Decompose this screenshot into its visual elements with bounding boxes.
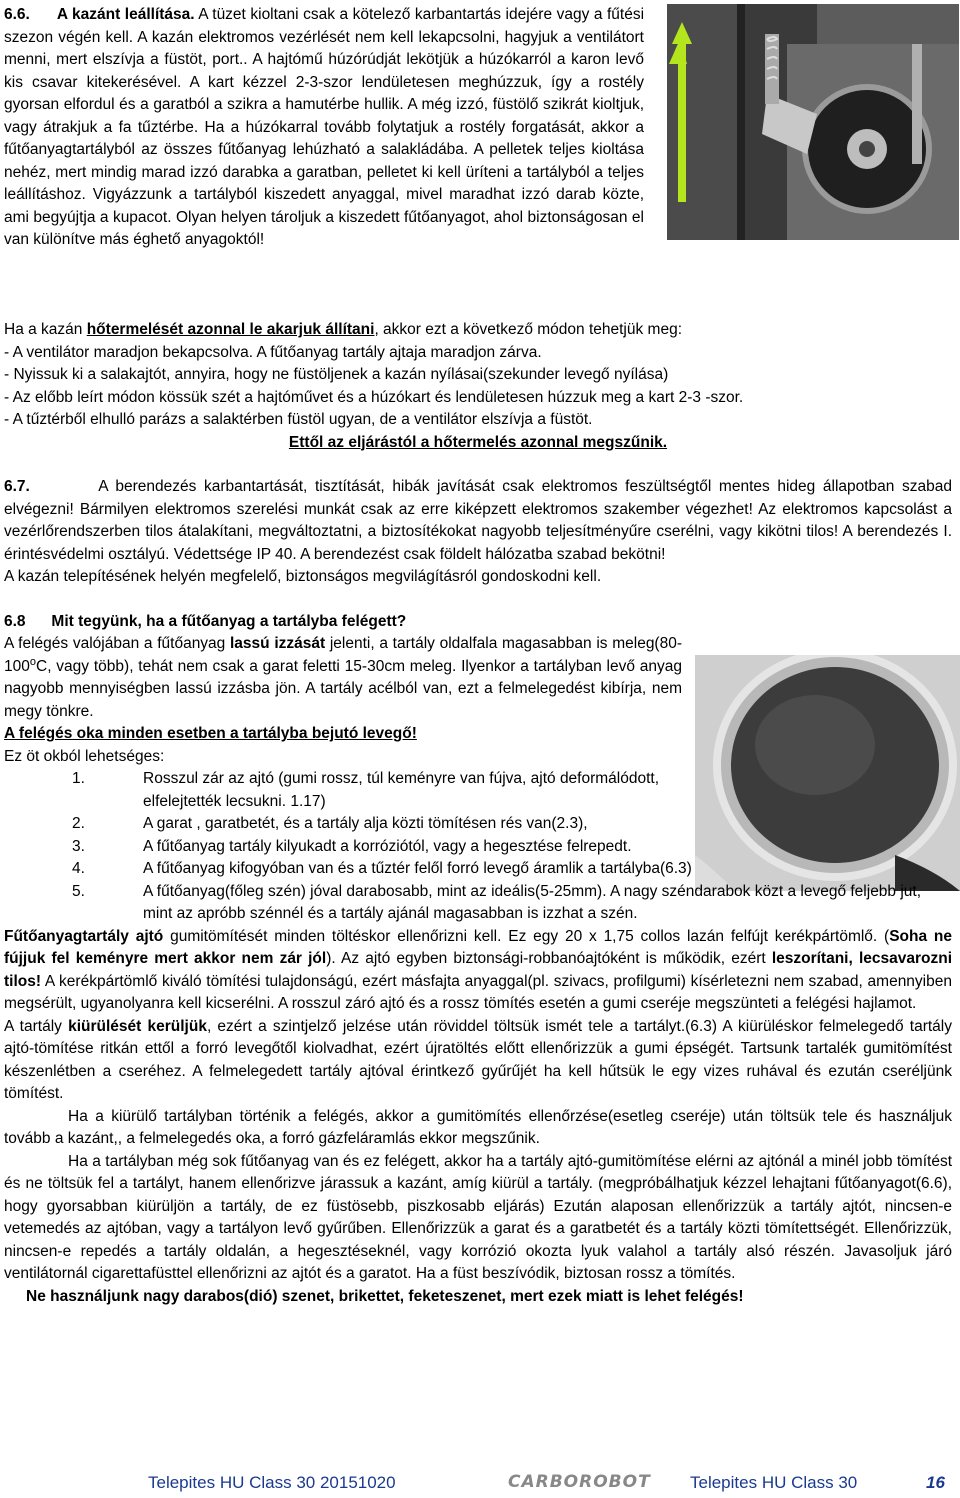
item-text: A garat , garatbetét, és a tartály alja közti tömítésen rés van(2.3), bbox=[143, 815, 588, 832]
text-run: A kerékpártömlő kiváló tömítési tulajdonságú, ezért másfajta anyaggal(pl. szivacs, profilgumi) kísérletezni nem szabad, amennyiben megsérült, ugyanolyanra kell kicserélni. A rosszul záró ajtó és a rossz tömítés esetén a gumi cseréje megszünteti a felégési hajlamot. bbox=[4, 972, 952, 1012]
section-paragraph: A kazán telepítésének helyén megfelelő, biztonságos megvilágításról gondoskodni kell. bbox=[4, 568, 602, 585]
emphasis-text: hőtermelését azonnal le akarjuk állítani bbox=[86, 321, 375, 338]
list-item bbox=[4, 881, 952, 926]
list-item bbox=[4, 813, 952, 836]
item-text: Rosszul zár az ajtó (gumi rossz, túl keményre van fújva, ajtó deformálódott, elfelejtették lecsukni. 1.17) bbox=[143, 770, 660, 810]
item-text: A fűtőanyag(főleg szén) jóval darabosabb, mint az ideális(5-25mm). A nagy széndarabok közt a levegő feljebb jut, mint az apróbb szénnél és a tartály ajánál magasabban is izzhat a szén. bbox=[143, 882, 922, 922]
list-item bbox=[4, 858, 952, 881]
page-footer bbox=[0, 1468, 960, 1498]
emphasis-text: leszorítani, lecsavarozni tilos! bbox=[4, 950, 953, 990]
section-number: 6.8 bbox=[4, 612, 26, 630]
section-6-8-heading bbox=[4, 611, 952, 634]
item-number: 3. bbox=[72, 837, 85, 855]
footer-doc-id: Telepites HU Class 30 20151020 bbox=[148, 1473, 396, 1492]
section-paragraph: A berendezés karbantartását, tisztítását, hibák javítását csak elektromos feszültségtől mentes hideg állapotban szabad elvégezni! Bármilyen elektromos szerelési munkát csak az erre kiképzett elektromos szakember végezhet! Az elektromos kapcsolást a vezérlőrendszerben tilos átalakítani, megváltoztatni, a biztosítékokat nagyobb teljesítményűre cserélni, vagy kikötni tilos! A berendezés I. érintésvédelmi osztályú. Védettsége IP 40. A berendezést csak földelt hálózatba szabad bekötni! bbox=[4, 478, 952, 563]
section-number: 6.6. bbox=[4, 6, 30, 23]
item-number: 5. bbox=[72, 882, 85, 900]
text-run: Ha a kazán bbox=[4, 321, 87, 338]
step-line: - A tűztérből elhulló parázs a salaktérben füstöl ugyan, de a ventilátor elszívja a füstöt. bbox=[4, 411, 593, 428]
text-run: , akkor ezt a következő módon tehetjük meg: bbox=[374, 321, 683, 338]
text-run: C, vagy több), tehát nem csak a garat feletti 15-30cm meleg. Ilyenkor a tartályban levő anyag nagyobb mennyiségben lassú izzásba jön. A tartály acélból van, ezt a felmelegedést kibírja, nem megy tönkre. bbox=[4, 657, 682, 720]
item-number: 1. bbox=[72, 770, 85, 787]
text-run: gumitömítését minden töltéskor ellenőrizni kell. Ez egy 20 x 1,75 collos lazán felfújt kerékpártömlő. ( bbox=[163, 927, 890, 945]
cause-list bbox=[4, 768, 952, 926]
empty-tank-paragraph bbox=[4, 1016, 952, 1106]
section-title: Mit tegyünk, ha a fűtőanyag a tartályba felégett? bbox=[51, 612, 407, 630]
item-number: 4. bbox=[72, 860, 85, 877]
text-run: ). Az ajtó egyben biztonsági-robbanóajtóként is működik, ezért bbox=[326, 950, 772, 967]
footer-doc-title: Telepites HU Class 30 bbox=[690, 1473, 858, 1492]
item-number: 2. bbox=[72, 815, 85, 832]
emphasis-text: Fűtőanyagtartály ajtó bbox=[4, 927, 164, 945]
superscript: o bbox=[29, 655, 36, 668]
section-paragraph: Ha a kiürülő tartályban történik a felégés, akkor a gumitömítés ellenőrzése(esetleg cseréje) után töltsük tele és használjuk tovább a kazánt,, a felmelegedés oka, a forró gázfeláramlás ekkor megszűnik. bbox=[4, 1107, 952, 1147]
result-statement: Ettől az eljárástól a hőtermelés azonnal megszűnik. bbox=[288, 433, 668, 451]
brand-logo: CARBOROBOT bbox=[508, 1472, 651, 1492]
text-run: jelenti, a tartály oldalfala magasabban is meleg(80-100 bbox=[4, 635, 682, 675]
text-run: A felégés valójában a fűtőanyag bbox=[4, 635, 230, 652]
document-page bbox=[4, 4, 952, 252]
emphasis-text: kiürülését kerüljük bbox=[68, 1017, 207, 1035]
final-warning: Ne használjunk nagy darabos(dió) szenet, brikettet, feketeszenet, mert ezek miatt is lehet felégés! bbox=[26, 1287, 744, 1305]
emphasis-text: Soha ne fújjuk fel keményre mert akkor nem zár jól bbox=[4, 927, 952, 967]
step-line: - Nyissuk ki a salakajtót, annyira, hogy ne füstöljenek a kazán nyílásai(szekunder levegő nyílása) bbox=[4, 366, 669, 383]
section-paragraph: A tüzet kioltani csak a kötelező karbantartás idejére vagy a fűtési szezon végén kell. A kazán elektromos vezérlését nem kell lekapcsolni, hagyjuk a ventilátort menni, mert elszívja a füstöt, port.. A hajtómű húzórúdját lekötjük a húzókarról a karon levő kis csavar kitekerésével. A kart kézzel 2-3-szor lendületesen meghúzzuk, így a rostély gyorsan elfordul és a garatból a szikra a hamutérbe hullik. A még izzó, füstölő szikrát kioltjuk, vagy átrakjuk a fa tűztérbe. Ha a húzókarral tovább folytatjuk a rostély forgatását, akkor a fűtőanyagtartályból az összes fűtőanyag lehúzható a salakládába. A pelletek teljes kioltása nehéz, mert mindig marad izzó darabka a garatban, pelletet ki kell üríteni a tartályból a teljes leállításhoz. Vigyázzunk a tartályból kiszedett anyaggal, mivel maradhat izzó darab közte, ami begyújtja a kupacot. Olyan helyen tároljuk a kiszedett fűtőanyagot, ahol biztonságosan el van különítve más éghető anyagoktól! bbox=[4, 6, 645, 248]
step-line: - A ventilátor maradjon bekapcsolva. A fűtőanyag tartály ajtaja maradjon zárva. bbox=[4, 343, 542, 361]
door-seal-paragraph bbox=[4, 926, 952, 1016]
page-number: 16 bbox=[926, 1473, 945, 1492]
section-paragraph: Ha a tartályban még sok fűtőanyag van és ez felégett, akkor ha a tartály ajtó-gumitömítése elérni az ajtónál a minél jobb tömítést és ne töltsük fel a tartályt, hanem ellenőrizve járassuk a kazánt, amíg kiürül a tartály. (megpróbálhatjuk kézzel lehajtani fűtőanyagot(6.6), hogy gyorsabban kiürüljön a tartály, de ez füstösebb, piszkosabb eljárás) Ezután alaposan ellenőrizzük a tartály ajtót, nincsen-e vetemedés az ajtóban, vagy a tartályon levő gyűrűben. Ellenőrizzük a garat és a garatbetét és a tartály közti tömítettségét. Ellenőrizzük, nincsen-e repedés a tartály oldalán, a hegesztéseknél, vagy korrózió okozta lyuk valahol a tartály alsó részén. Javasoljuk járó ventilátornál cigarettafüsttel ellenőrizni az ajtót és a garatot. Ha a füst beszívódik, biztosan rossz a tömítés. bbox=[4, 1152, 952, 1282]
list-item bbox=[4, 836, 952, 859]
section-title: A kazánt leállítása. bbox=[56, 6, 195, 23]
emphasis-text: lassú izzását bbox=[230, 635, 326, 652]
burn-explanation bbox=[4, 633, 682, 723]
shutdown-intro bbox=[4, 319, 952, 342]
cause-statement: A felégés oka minden esetben a tartályba bejutó levegő! bbox=[4, 725, 417, 742]
list-intro: Ez öt okból lehetséges: bbox=[4, 747, 165, 765]
item-text: A fűtőanyag tartály kilyukadt a korróziótól, vagy a hegesztése felrepedt. bbox=[143, 837, 632, 855]
text-run: A tartály bbox=[4, 1017, 69, 1035]
section-number: 6.7. bbox=[4, 478, 30, 495]
text-run: , ezért a szintjelző jelzése után röviddel töltsük ismét tele a tartályt.(6.3) A kiürüléskor felmelegedő tartály ajtó-tömítése ritkán ettől a forró levegőtől kiolvadhat, ezért újratöltés előtt ellenőrizzük a gumi épségét. Tartsunk tartalék gumitömítést készenlétben a cseréhez. A felmelegedett tartály ajtóval érintkező gyűrűjét ha kell hűtsük le egy vizes ruhával és ezután cseréljünk tömítést. bbox=[4, 1017, 952, 1102]
step-line: - Az előbb leírt módon kössük szét a hajtóművet és a húzókart és lendületesen húzzuk meg a kart 2-3 -szor. bbox=[4, 388, 744, 406]
list-item bbox=[4, 768, 684, 813]
item-text: A fűtőanyag kifogyóban van és a tűztér felől forró levegő áramlik a tartályba(6.3) bbox=[143, 860, 692, 877]
section-6-7 bbox=[4, 476, 952, 566]
section-6-6-intro bbox=[4, 4, 644, 252]
